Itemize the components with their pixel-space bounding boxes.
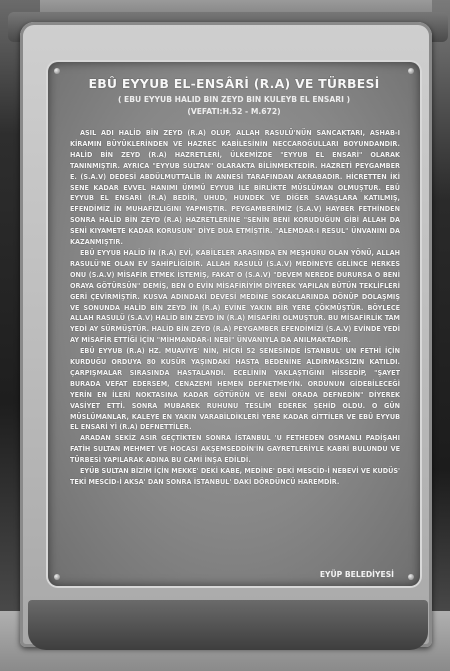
background-trees-right — [432, 0, 450, 671]
plaque-body — [70, 128, 400, 488]
paragraph: EYÜB SULTAN BİZİM İÇİN MEKKE' DEKİ KABE, MEDİNE' DEKİ MESCİD-İ NEBEVİ VE KUDÜS' TEKİ MESCİD-İ AKSA' DAN SONRA İSTANBUL' DAKİ DÖRDÜNCÜ HAREMDİR. — [70, 466, 400, 486]
rivet — [54, 68, 60, 74]
plaque-title: EBÛ EYYUB EL-ENSÂRİ (R.A) VE TÜRBESİ — [88, 76, 380, 91]
plaque — [48, 62, 420, 586]
rivet — [54, 574, 60, 580]
paragraph: ARADAN SEKİZ ASIR GEÇTİKTEN SONRA İSTANBUL 'U FETHEDEN OSMANLI PADİŞAHI FATİH SULTAN MEHMET VE HOCASI AKŞEMSEDDİN'İN GAYRETLERİYLE KABRİ BULUNDU VE TÜRBESİ YAPILARAK ADINA BU CAMİ İNŞA EDİLDİ. — [70, 433, 400, 465]
paragraph: ASIL ADI HALİD BİN ZEYD (R.A) OLUP, ALLAH RASULÜ'NÜN SANCAKTARI, ASHAB-I KİRAMIN BÜYÜKLERİNDEN VE HAZREC KABİLESİNİN NECCAROĞULLARI BOYUNDANDIR. HALİD BİN ZEYD (R.A) HAZRETLERİ, ÜLKEMİZDE "EYYUB EL ENSARİ" OLARAK TANINMIŞTIR. AYRICA "EYYUB SULTAN" OLARAKTA BİLİNMEKTEDİR. HAZRETİ PEYGAMBER E. (S.A.V) DEDESİ ABDÜLMUTTALİB İN ANNESİ TARAFINDAN AKRABADIR. HİCRETTEN İKİ SENE KADAR EVVEL HANIMI ÜMMÜ EYYUB İLE BİRLİKTE MÜSLÜMAN OLMUŞTUR. EBÛ EYYUB EL ENSARİ (R.A) BEDİR, UHUD, HUNDEK VE DİĞER SAVAŞLARA KATILMIŞ, EFENDİMİZ İN MUHAFIZLIĞINI YAPMIŞTIR. PEYGAMBERİMİZ (S.A.V) HAYBER FETHİNDEN SONRA HALİD BİN ZEYD (R.A) HAZRETLERİNE "SENİN BENİ KORUDUĞUN GİBİ ALLAH DA SENİ KIYAMETE KADAR KORUSUN" DİYE DUA ETMİŞTİR. "ALEMDAR-I RESUL" ÜNVANINI DA KAZANMIŞTIR. — [70, 128, 400, 247]
paragraph: EBÛ EYYUB HALİD İN (R.A) EVİ, KABİLELER ARASINDA EN MEŞHURU OLAN YÖNÜ, ALLAH RASULÜ'NE OLAN EV SAHİPLİĞİDİR. ALLAH RASULÜ (S.A.V) MEDİNEYE GELİNCE HERKES ONU (S.A.V) MİSAFİR ETMEK İSTEMİŞ, FAKAT O (S.A.V) "DEVEM NEREDE DURURSA O BENİ ORAYA GÖTÜRSÜN" DEMİŞ, BEN O EVİN MİSAFİRİYİM DİYEREK YAPILAN BÜTÜN TEKLİFLERİ GERİ ÇEVİRMİŞTİR. KUSVA ADINDAKİ DEVESİ MEDİNE SOKAKLARINDA DÖNÜP DOLAŞMIŞ VE SONUNDA HALİD BİN ZEYD İN (R.A) EVİNE YAKIN BİR YERE ÇÖKMÜŞTÜR. BÖYLECE ALLAH RASULÜ (S.A.V) HALİD BİN ZEYD İN (R.A) MİSAFİRİ OLMUŞTUR. BU MİSAFİRLİK TAM YEDİ AY SÜRMÜŞTÜR. HALİD BİN ZEYD (R.A) PEYGAMBER EFENDİMİZİ (S.A.V) EVİNDE YEDİ AY MİSAFİR ETTİĞİ İÇİN "MİHMANDAR-I NEBİ" ÜNVANIYLA DA ANILMAKTADIR. — [70, 247, 400, 345]
rivet — [408, 574, 414, 580]
frame-base — [28, 600, 428, 650]
plaque-subtitle: ( EBU EYYUB HALID BIN ZEYD BIN KULEYB EL ENSARI ) — [117, 95, 351, 104]
rivet — [408, 68, 414, 74]
plaque-dates: (VEFATI:H.52 - M.672) — [187, 107, 281, 116]
signature: EYÜP BELEDİYESİ — [319, 570, 394, 579]
paragraph: EBÛ EYYUB (R.A) HZ. MUAVİYE' NİN, HİCRİ 52 SENESİNDE İSTANBUL' UN FETHİ İÇİN KURDUĞU ORDUYA 80 KUSÜR YAŞINDAKİ HASTA BEDENİNE ALDIRMAKSIZIN KATILDI. ÇARPIŞMALAR SIRASINDA HASTALANDI. ECELİNİN YAKLAŞTIĞINI HİSSEDİP, "ŞAYET BURADA VEFAT EDERSEM, CENAZEMİ HEMEN DEFNETMEYİN. ORDUNUN GİDEBİLECEĞİ YERİN EN İLERİ NOKTASINA KADAR GÖTÜRÜN VE BENİ ORADA DEFNEDİN" DİYEREK VASİYET ETTİ. SONRA MUBAREK RUHUNU TESLİM EDEREK ŞEHİD OLDU. O GÜN MÜSLÜMANLAR, KALEYE EN YAKIN VARABİLDİKLERİ YERE KADAR GİTTİLER VE EBÛ EYYUB EL ENSARİ Yİ (R.A) DEFNETTİLER. — [70, 346, 400, 432]
